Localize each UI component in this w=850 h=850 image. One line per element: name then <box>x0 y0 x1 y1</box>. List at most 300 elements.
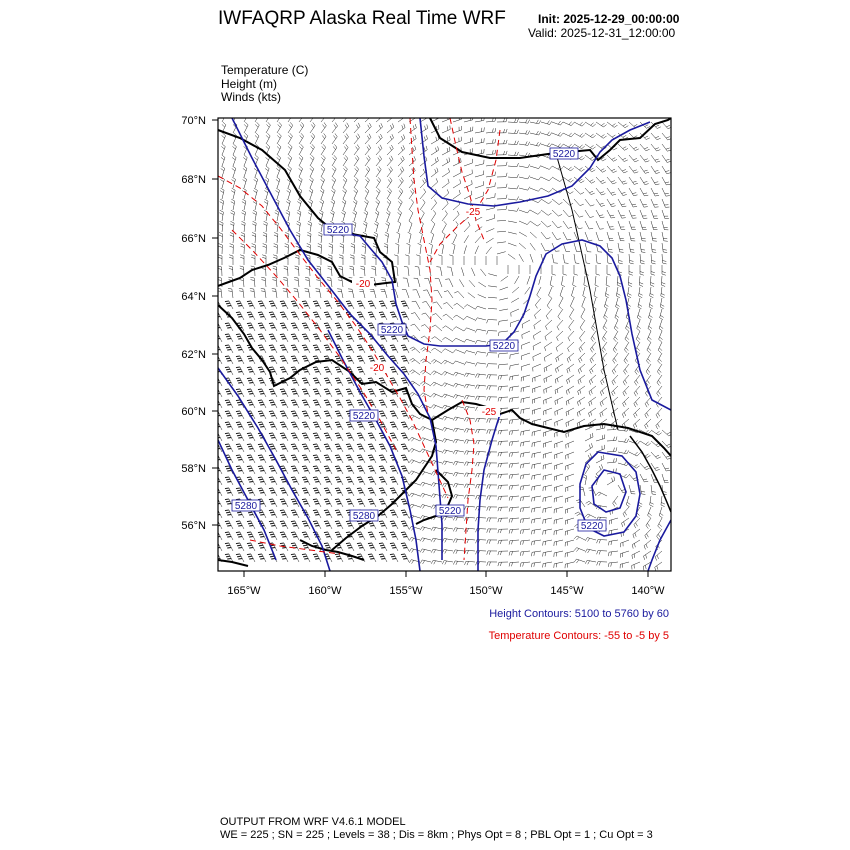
wind-barb-feather <box>655 136 659 138</box>
wind-barb-feather <box>443 302 447 304</box>
wind-barb <box>453 214 459 221</box>
wind-barb-feather <box>498 387 499 391</box>
wind-barb <box>558 309 563 316</box>
wind-barb-feather <box>336 490 340 491</box>
wind-barb-feather <box>249 536 253 537</box>
wind-barb-feather <box>592 336 594 339</box>
wind-barb <box>596 144 603 150</box>
wind-barb <box>532 518 541 519</box>
wind-barb <box>475 131 484 133</box>
wind-barb-feather <box>580 133 583 136</box>
wind-barb-feather <box>593 135 596 138</box>
wind-barb-feather <box>547 306 550 309</box>
wind-barb-feather <box>358 424 362 425</box>
wind-barb-feather <box>261 291 265 292</box>
wind-barb <box>629 221 632 230</box>
wind-barb-feather <box>392 393 396 394</box>
wind-barb <box>477 462 486 463</box>
wind-barb-feather <box>612 478 613 482</box>
wind-barb-feather <box>506 140 507 144</box>
wind-barb <box>585 155 592 161</box>
wind-barb-feather <box>325 358 329 359</box>
wind-barb-feather <box>403 415 407 416</box>
wind-barb-feather <box>286 202 289 204</box>
wind-barb-feather <box>644 136 648 138</box>
wind-barb <box>629 243 631 252</box>
wind-barb-feather <box>252 246 256 247</box>
wind-barb-feather <box>358 336 362 337</box>
wind-barb-feather <box>624 350 627 353</box>
wind-barb-feather <box>467 451 469 455</box>
wind-barb-feather <box>353 210 356 212</box>
wind-barb-feather <box>569 379 570 383</box>
wind-barb <box>486 247 492 254</box>
wind-barb-feather <box>512 551 513 555</box>
wind-barb-feather <box>276 179 279 181</box>
wind-barb-feather <box>255 155 258 158</box>
wind-barb <box>568 342 574 348</box>
wind-barb-feather <box>520 552 521 556</box>
wind-barb-feather <box>280 488 284 489</box>
wind-barb-feather <box>569 122 572 125</box>
wind-barb-feather <box>243 179 246 181</box>
wind-barb-feather <box>259 336 263 337</box>
wind-barb-feather <box>598 493 601 496</box>
wind-barb <box>585 254 586 263</box>
wind-barb-feather <box>406 243 410 245</box>
wind-barb-feather <box>245 122 248 125</box>
wind-barb <box>499 298 508 300</box>
wind-barb <box>442 224 446 232</box>
wind-barb-feather <box>599 540 600 544</box>
wind-barb <box>554 474 563 477</box>
wind-barb-feather <box>373 246 377 248</box>
wind-barb-feather <box>452 243 455 245</box>
wind-barb-feather <box>358 402 362 403</box>
wind-barb-feather <box>326 536 330 537</box>
wind-barb-feather <box>447 148 448 152</box>
wind-barb-feather <box>236 521 240 522</box>
wind-barb <box>310 212 312 221</box>
wind-barb <box>539 276 541 285</box>
wind-barb-feather <box>369 123 371 127</box>
wind-barb-feather <box>475 385 477 389</box>
wind-barb-feather <box>303 479 307 480</box>
wind-barb-feather <box>655 557 657 561</box>
wind-barb-feather <box>636 391 638 394</box>
wind-barb-feather <box>445 461 447 464</box>
wind-barb-feather <box>361 269 365 270</box>
wind-barb-feather <box>368 444 372 445</box>
wind-barb-feather <box>315 349 319 350</box>
wind-barb-feather <box>611 217 615 218</box>
wind-barb-feather <box>389 188 392 191</box>
wind-barb-feather <box>512 453 513 457</box>
wind-barb <box>651 166 656 174</box>
wind-barb <box>475 246 479 254</box>
wind-barb-feather <box>517 130 518 134</box>
wind-barb <box>640 474 644 482</box>
wind-barb-feather <box>403 514 407 515</box>
wind-barb-feather <box>334 155 337 158</box>
wind-barb-feather <box>386 221 389 223</box>
wind-barb-feather <box>346 323 350 324</box>
wind-barb-feather <box>296 232 300 234</box>
wind-barb-feather <box>227 349 231 350</box>
wind-barb-feather <box>582 123 585 126</box>
wind-barb-feather <box>434 200 436 203</box>
wind-barb <box>277 212 279 221</box>
wind-barb-feather <box>272 291 276 292</box>
wind-barb-feather <box>523 541 524 545</box>
wind-barb-feather <box>391 336 395 337</box>
wind-barb-feather <box>304 371 308 372</box>
wind-barb <box>445 371 453 375</box>
wind-barb-feather <box>227 305 231 306</box>
wind-barb-feather <box>240 266 244 267</box>
wind-barb-feather <box>333 177 336 180</box>
wind-barb-feather <box>634 404 636 408</box>
wind-barb-feather <box>534 508 535 512</box>
wind-barb <box>364 267 365 276</box>
wind-barb-feather <box>337 415 341 416</box>
wind-barb-feather <box>381 459 385 460</box>
wind-barb-feather <box>281 435 285 436</box>
wind-barb-feather <box>336 358 340 359</box>
wind-barb-feather <box>476 529 477 533</box>
wind-barb <box>640 243 641 252</box>
wind-barb <box>420 192 426 199</box>
wind-barb-feather <box>392 547 396 548</box>
wind-barb-feather <box>500 485 501 489</box>
wind-barb-feather <box>624 462 626 465</box>
wind-barb-feather <box>291 477 295 478</box>
wind-barb-feather <box>467 462 469 466</box>
wind-barb <box>533 364 541 367</box>
wind-barb <box>600 386 607 392</box>
wind-barb <box>464 163 472 166</box>
wind-barb-feather <box>409 460 412 463</box>
wind-barb-feather <box>588 550 590 553</box>
wind-barb-feather <box>282 371 286 372</box>
wind-barb-feather <box>335 400 339 401</box>
wind-barb-feather <box>536 142 538 145</box>
wind-barb-feather <box>475 340 477 344</box>
wind-barb-feather <box>310 157 313 160</box>
wind-barb-feather <box>402 314 406 315</box>
wind-barb <box>444 472 453 474</box>
wind-barb <box>222 190 224 199</box>
wind-barb <box>585 221 589 229</box>
wind-barb <box>510 386 519 387</box>
wind-barb-feather <box>303 424 307 425</box>
wind-barb <box>651 133 657 140</box>
wind-barb <box>574 199 580 206</box>
wind-barb-feather <box>520 508 521 512</box>
wind-barb <box>519 188 528 190</box>
wind-barb-feather <box>293 448 297 449</box>
wind-barb-feather <box>324 356 328 357</box>
wind-barb-feather <box>545 347 546 351</box>
wind-barb <box>444 450 453 452</box>
wind-barb <box>321 180 325 188</box>
wind-barb-feather <box>343 188 346 191</box>
wind-barb-feather <box>390 301 394 302</box>
wind-barb <box>436 313 442 320</box>
wind-barb-feather <box>297 210 300 212</box>
wind-barb <box>354 126 360 133</box>
wind-barb <box>354 245 355 254</box>
wind-barb-feather <box>237 446 241 447</box>
wind-barb-feather <box>614 148 617 150</box>
wind-barb-feather <box>230 224 234 226</box>
wind-barb-feather <box>498 441 499 445</box>
wind-barb-feather <box>411 416 414 419</box>
wind-barb-feather <box>294 280 298 281</box>
wind-barb-feather <box>238 459 242 460</box>
wind-barb-feather <box>249 393 253 394</box>
wind-barb-feather <box>448 179 449 183</box>
wind-barb-feather <box>464 395 466 399</box>
wind-barb-feather <box>324 521 328 522</box>
wind-barb-feather <box>266 166 269 168</box>
wind-barb-feather <box>379 166 381 169</box>
wind-barb-feather <box>227 360 231 361</box>
wind-barb-feather <box>336 424 340 425</box>
wind-barb-feather <box>617 293 621 295</box>
wind-barb <box>579 342 585 349</box>
wind-barb-feather <box>313 378 317 379</box>
wind-barb <box>623 507 629 514</box>
wind-barb-feather <box>663 252 667 253</box>
wind-barb-feather <box>270 314 274 315</box>
wind-barb-feather <box>230 235 234 237</box>
wind-barb-feather <box>358 112 360 116</box>
wind-barb-feather <box>367 166 370 169</box>
wind-barb-feather <box>547 132 549 135</box>
wind-barb-feather <box>214 400 218 401</box>
wind-barb-feather <box>387 210 390 213</box>
wind-barb <box>466 395 475 397</box>
wind-barb-feather <box>442 349 445 352</box>
wind-barb-feather <box>225 466 229 467</box>
wind-barb-feather <box>281 358 285 359</box>
wind-barb-feather <box>625 391 627 395</box>
wind-barb <box>453 204 460 210</box>
wind-barb-feather <box>413 125 414 129</box>
wind-barb-feather <box>444 384 447 387</box>
wind-barb-feather <box>269 433 273 434</box>
wind-barb <box>629 155 635 162</box>
wind-barb-feather <box>332 179 335 182</box>
wind-barb-feather <box>299 177 302 180</box>
wind-barb-feather <box>467 484 469 488</box>
wind-barb <box>565 518 574 521</box>
wind-barb <box>412 471 420 474</box>
wind-barb-feather <box>622 192 626 193</box>
wind-barb <box>522 331 530 335</box>
wind-barb <box>532 496 541 498</box>
wind-barb-feather <box>394 255 398 256</box>
wind-barb-feather <box>249 426 253 427</box>
wind-barb-feather <box>539 177 541 180</box>
wind-barb-feather <box>359 404 363 405</box>
wind-barb <box>589 375 596 381</box>
wind-barb-feather <box>433 406 436 409</box>
wind-barb-feather <box>391 358 395 359</box>
wind-barb-feather <box>639 285 643 287</box>
wind-barb-feather <box>487 331 488 335</box>
wind-barb <box>544 397 552 400</box>
wind-barb-feather <box>324 466 328 467</box>
wind-barb <box>661 287 662 296</box>
wind-barb-feather <box>498 540 499 544</box>
wind-barb-feather <box>599 551 600 555</box>
wind-barb-feather <box>481 128 482 132</box>
wind-barb-feather <box>226 545 230 546</box>
wind-barb-feather <box>650 505 654 507</box>
wind-barb-feather <box>260 338 264 339</box>
wind-barb <box>615 309 618 317</box>
wind-barb-feather <box>303 523 307 524</box>
wind-barb-feather <box>315 525 319 526</box>
wind-barb-feather <box>337 437 341 438</box>
wind-barb-feather <box>456 473 458 477</box>
wind-barb-feather <box>261 277 265 278</box>
wind-barb <box>467 316 475 320</box>
wind-barb-feather <box>380 446 384 447</box>
wind-barb-feather <box>288 157 291 160</box>
wind-barb <box>651 177 656 185</box>
wind-barb-feather <box>348 437 352 438</box>
wind-barb-feather <box>585 549 587 552</box>
wind-barb-feather <box>420 505 422 508</box>
wind-barb-feather <box>500 507 501 511</box>
wind-barb-feather <box>571 168 574 171</box>
wind-barb-feather <box>370 503 374 504</box>
wind-barb-feather <box>648 443 651 446</box>
wind-barb-feather <box>426 146 427 150</box>
wind-barb-feather <box>514 130 515 134</box>
wind-barb-feather <box>512 431 513 435</box>
wind-barb-feather <box>225 543 229 544</box>
wind-barb <box>453 183 461 188</box>
wind-barb <box>510 397 519 398</box>
wind-barb <box>501 276 508 281</box>
wind-barb <box>508 133 517 134</box>
wind-barb-feather <box>348 547 352 548</box>
wind-barb <box>640 144 646 151</box>
wind-barb-feather <box>369 435 373 436</box>
wind-barb-feather <box>225 334 229 335</box>
wind-barb-feather <box>293 404 297 405</box>
wind-barb-feather <box>314 457 318 458</box>
wind-barb-feather <box>336 435 340 436</box>
wind-barb-feather <box>392 525 396 526</box>
wind-barb <box>265 278 266 287</box>
wind-barb-feather <box>635 371 637 374</box>
wind-barb-feather <box>274 232 278 234</box>
wind-barb <box>343 126 349 133</box>
wind-barb-feather <box>604 326 607 329</box>
wind-barb <box>365 116 372 122</box>
wind-barb-feather <box>464 316 467 319</box>
wind-barb-feather <box>557 378 558 382</box>
wind-barb <box>618 188 623 196</box>
wind-barb-feather <box>259 490 263 491</box>
wind-barb <box>545 320 552 326</box>
wind-barb-feather <box>357 114 359 118</box>
wind-barb <box>543 507 552 509</box>
wind-barb <box>605 287 607 296</box>
wind-barb-feather <box>260 547 264 548</box>
wind-barb-feather <box>265 168 268 170</box>
wind-barb-feather <box>456 539 458 543</box>
wind-barb <box>521 441 530 443</box>
wind-barb-feather <box>666 456 670 457</box>
wind-barb-feather <box>282 360 286 361</box>
wind-barb-feather <box>467 374 469 377</box>
wind-barb <box>651 210 654 218</box>
wind-barb <box>265 289 266 298</box>
wind-barb-feather <box>347 336 351 337</box>
wind-barb-feather <box>591 205 595 206</box>
wind-barb-feather <box>453 428 455 431</box>
wind-barb <box>466 462 475 463</box>
wind-barb-feather <box>291 301 295 302</box>
wind-barb-feather <box>656 184 660 185</box>
wind-barb-feather <box>628 293 632 295</box>
wind-barb-feather <box>238 448 242 449</box>
wind-barb-feather <box>402 413 406 414</box>
wind-barb-feather <box>220 191 223 193</box>
wind-barb <box>409 224 412 232</box>
wind-barb-feather <box>646 544 647 548</box>
wind-barb-feather <box>315 459 319 460</box>
wind-barb-feather <box>336 457 340 458</box>
wind-barb-feather <box>442 371 445 374</box>
wind-barb-feather <box>625 126 628 128</box>
wind-barb-feather <box>263 224 267 226</box>
wind-barb-feather <box>314 391 318 392</box>
wind-barb <box>544 353 552 358</box>
wind-barb <box>365 127 371 133</box>
wind-barb-feather <box>582 135 585 138</box>
wind-barb-feather <box>368 114 370 118</box>
wind-barb <box>466 362 475 364</box>
wind-barb-feather <box>660 307 663 309</box>
wind-barb <box>321 234 322 243</box>
wind-barb-feather <box>304 437 308 438</box>
wind-barb-feather <box>359 492 363 493</box>
wind-barb-feather <box>379 125 381 129</box>
wind-barb-feather <box>630 249 634 250</box>
wind-barb-feather <box>271 470 275 471</box>
wind-barb-feather <box>324 455 328 456</box>
wind-barb-feather <box>380 391 384 392</box>
wind-barb-feather <box>431 472 433 475</box>
wind-barb-feather <box>422 427 425 430</box>
wind-barb-feather <box>374 232 378 234</box>
wind-barb-feather <box>274 224 278 226</box>
wind-barb-feather <box>244 124 247 127</box>
wind-barb-feather <box>403 134 405 138</box>
wind-barb-feather <box>337 536 341 537</box>
wind-barb-feather <box>601 371 603 374</box>
wind-barb-feather <box>636 339 639 342</box>
wind-barb-feather <box>583 474 586 476</box>
wind-barb-feather <box>232 146 235 149</box>
